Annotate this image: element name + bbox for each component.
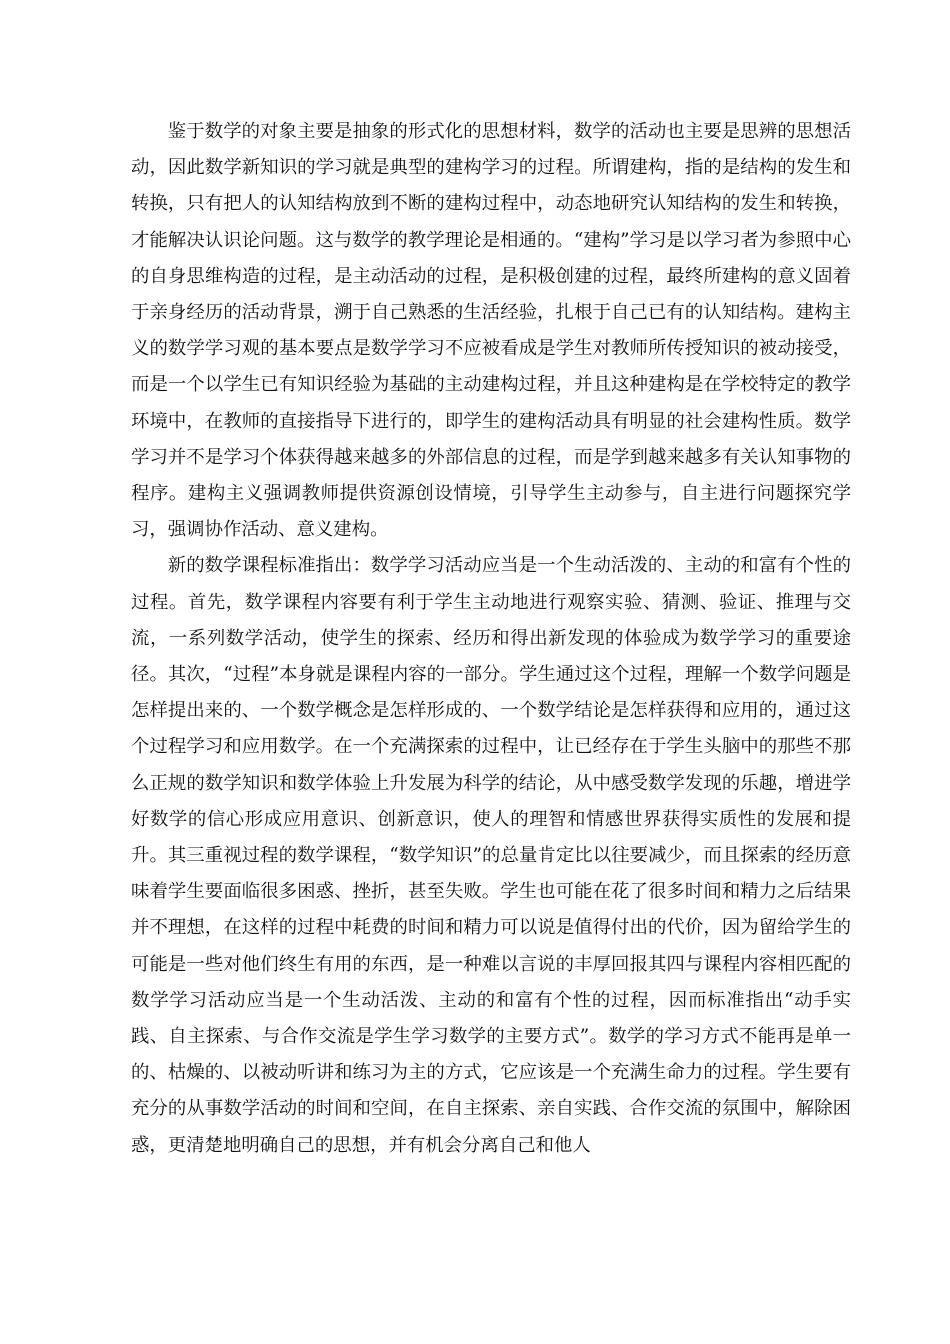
document-body [131, 114, 851, 1164]
paragraph-constructivism: 鉴于数学的对象主要是抽象的形式化的思想材料，数学的活动也主要是思辨的思想活动，因此数学新知识的学习就是典型的建构学习的过程。所谓建构，指的是结构的发生和转换，只有把人的认知结构放到不断的建构过程中，动态地研究认知结构的发生和转换，才能解决认识论问题。这与数学的教学理论是相通的。“建构”学习是以学习者为参照中心的自身思维构造的过程，是主动活动的过程，是积极创建的过程，最终所建构的意义固着于亲身经历的活动背景，溯于自己熟悉的生活经验，扎根于自己已有的认知结构。建构主义的数学学习观的基本要点是数学学习不应被看成是学生对教师所传授知识的被动接受，而是一个以学生已有知识经验为基础的主动建构过程，并且这种建构是在学校特定的教学环境中，在教师的直接指导下进行的，即学生的建构活动具有明显的社会建构性质。数学学习并不是学习个体获得越来越多的外部信息的过程，而是学到越来越多有关认知事物的程序。建构主义强调教师提供资源创设情境，引导学生主动参与，自主进行问题探究学习，强调协作活动、意义建构。 [131, 121, 851, 541]
paragraph-curriculum-standard: 新的数学课程标准指出：数学学习活动应当是一个生动活泼的、主动的和富有个性的过程。首先，数学课程内容要有利于学生主动地进行观察实验、猜测、验证、推理与交流，一系列数学活动，使学生的探索、经历和得出新发现的体验成为数学学习的重要途径。其次，“过程”本身就是课程内容的一部分。学生通过这个过程，理解一个数学问题是怎样提出来的、一个数学概念是怎样形成的、一个数学结论是怎样获得和应用的，通过这个过程学习和应用数学。在一个充满探索的过程中，让已经存在于学生头脑中的那些不那么正规的数学知识和数学体验上升发展为科学的结论，从中感受数学发现的乐趣，增进学好数学的信心形成应用意识、创新意识，使人的理智和情感世界获得实质性的发展和提升。其三重视过程的数学课程，“数学知识”的总量肯定比以往要减少，而且探索的经历意味着学生要面临很多困惑、挫折，甚至失败。学生也可能在花了很多时间和精力之后结果并不理想，在这样的过程中耗费的时间和精力可以说是值得付出的代价，因为留给学生的可能是一些对他们终生有用的东西，是一种难以言说的丰厚回报其四与课程内容相匹配的数学学习活动应当是一个生动活泼、主动的和富有个性的过程，因而标准指出“动手实践、自主探索、与合作交流是学生学习数学的主要方式”。数学的学习方式不能再是单一的、枯燥的、以被动听讲和练习为主的方式，它应该是一个充满生命力的过程。学生要有充分的从事数学活动的时间和空间，在自主探索、亲自实践、合作交流的氛围中，解除困惑，更清楚地明确自己的思想，并有机会分离自己和他人 [131, 555, 851, 1156]
